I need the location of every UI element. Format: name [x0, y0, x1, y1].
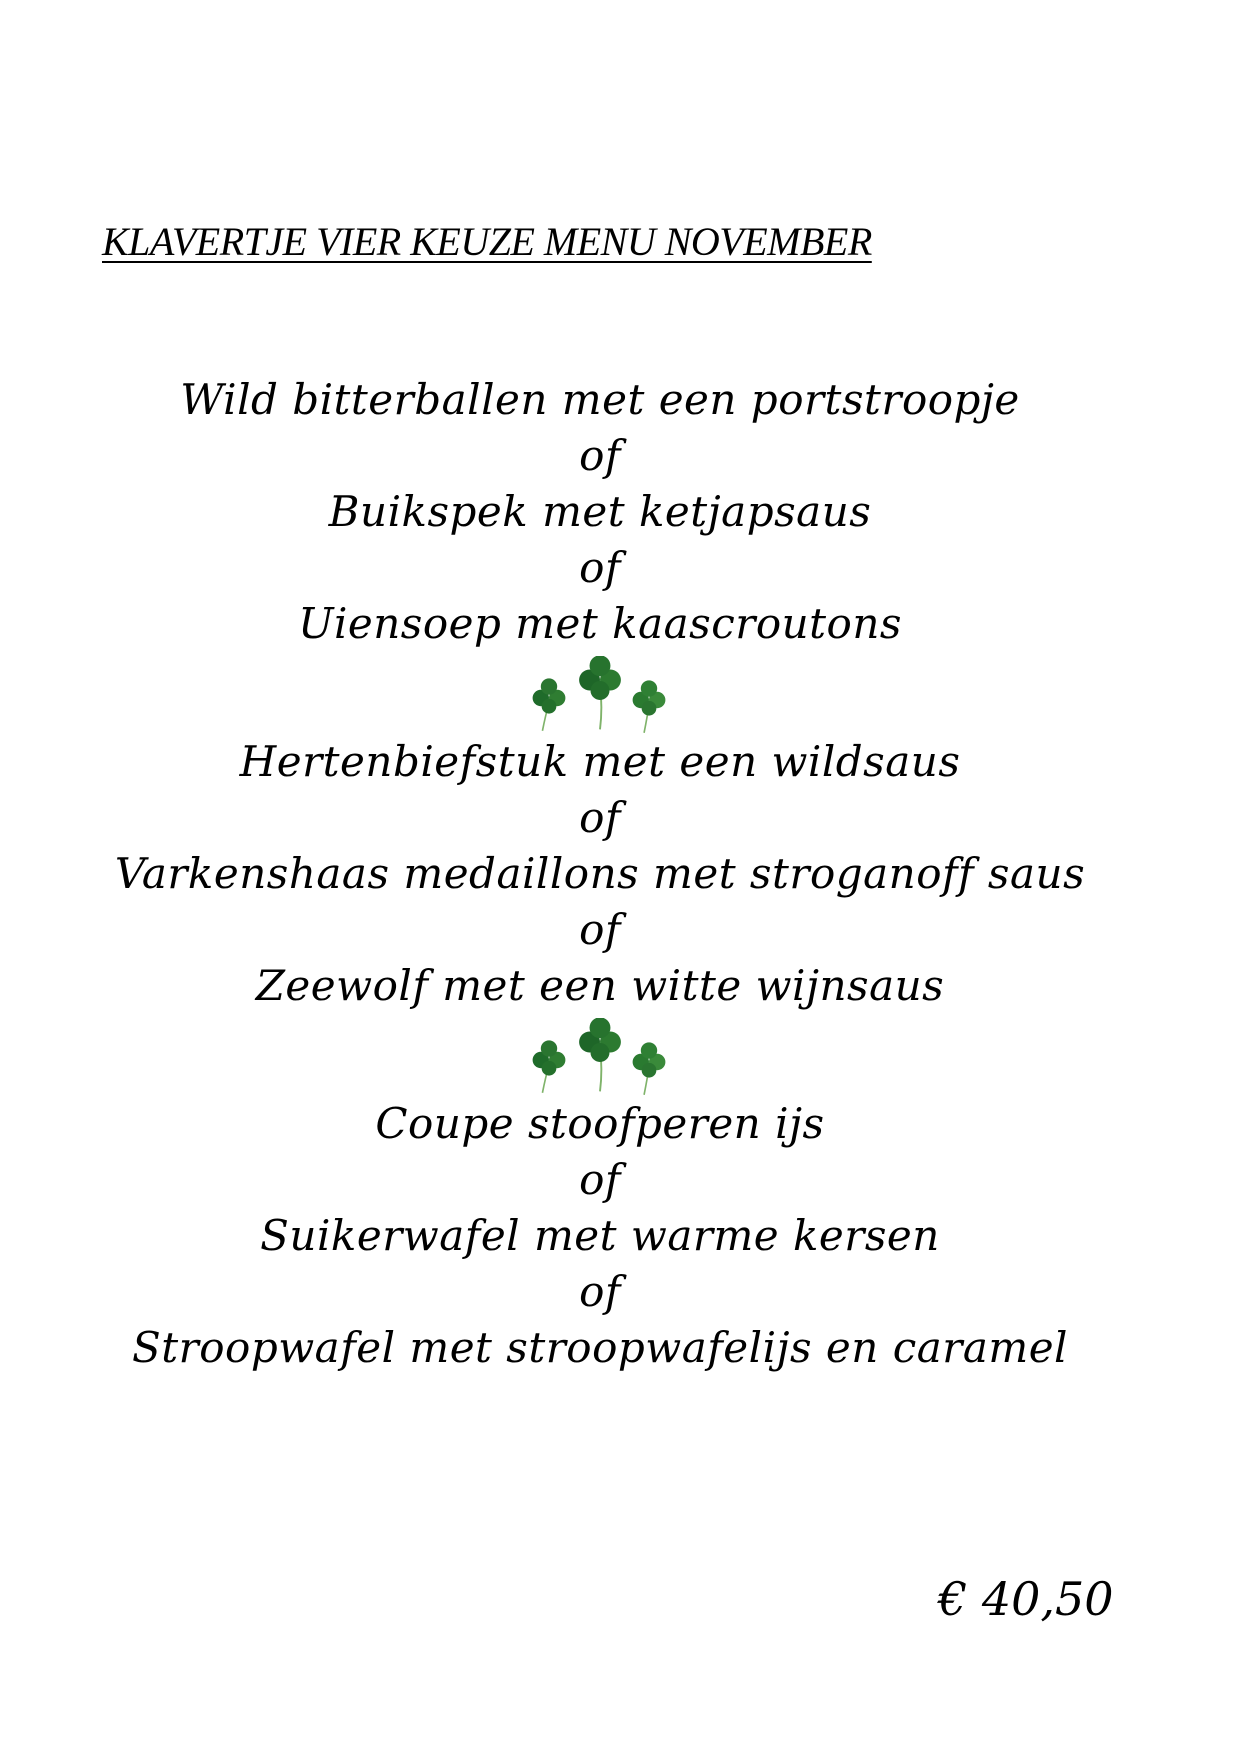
dessert-option: Stroopwafel met stroopwafelijs en caramel [132, 1323, 1068, 1372]
main-option: Hertenbiefstuk met een wildsaus [239, 737, 961, 786]
dessert-option: Suikerwafel met warme kersen [260, 1211, 940, 1260]
desserts-course [0, 1096, 1200, 1376]
main-option: Varkenshaas medaillons met stroganoff saus [114, 849, 1086, 898]
menu-title: KLAVERTJE VIER KEUZE MENU NOVEMBER [102, 219, 872, 264]
three-shamrocks-icon [0, 1018, 1200, 1100]
starter-option: Wild bitterballen met een portstroopje [180, 375, 1020, 424]
starters-course [0, 372, 1200, 652]
or-separator: of [579, 905, 621, 954]
or-separator: of [579, 1267, 621, 1316]
menu-body [0, 372, 1200, 1376]
starter-option: Buikspek met ketjapsaus [328, 487, 872, 536]
starter-option: Uiensoep met kaascroutons [298, 599, 902, 648]
or-separator: of [579, 543, 621, 592]
mains-course [0, 734, 1200, 1014]
menu-price: € 40,50 [938, 1572, 1114, 1626]
dessert-option: Coupe stoofperen ijs [375, 1099, 825, 1148]
or-separator: of [579, 1155, 621, 1204]
three-shamrocks-icon [0, 656, 1200, 738]
or-separator: of [579, 431, 621, 480]
main-option: Zeewolf met een witte wijnsaus [255, 961, 945, 1010]
or-separator: of [579, 793, 621, 842]
